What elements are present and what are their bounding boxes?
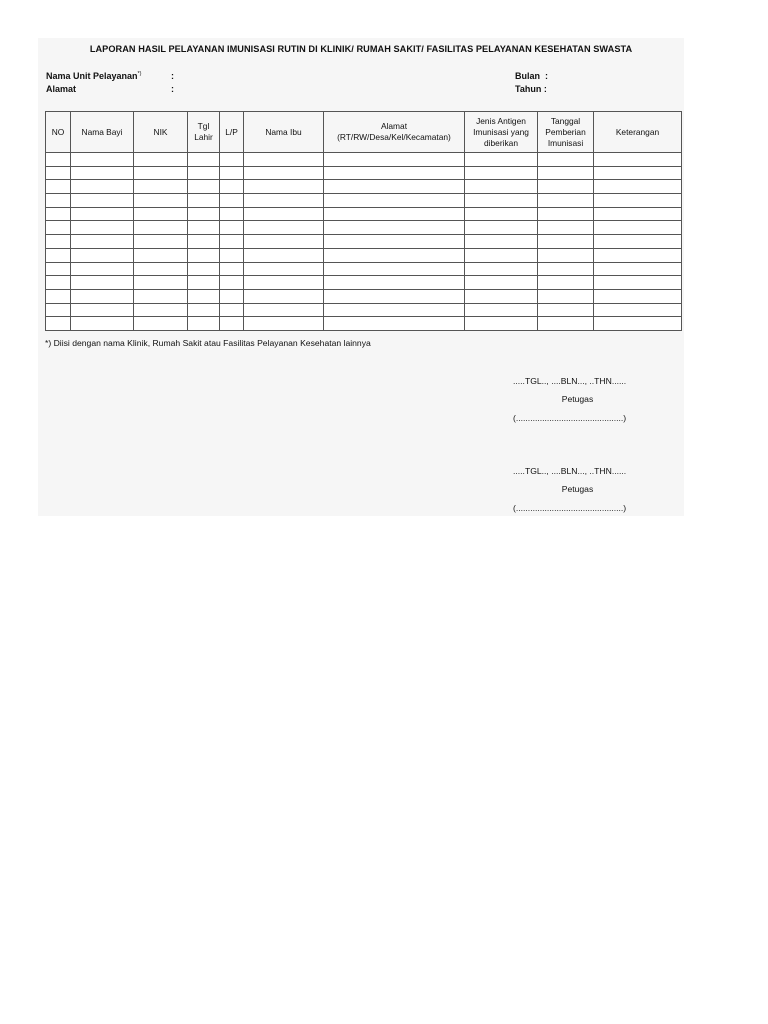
table-cell (188, 207, 220, 221)
table-cell (538, 317, 594, 331)
table-cell (134, 262, 188, 276)
table-cell (465, 289, 538, 303)
table-cell (324, 207, 465, 221)
table-cell (71, 166, 134, 180)
table-cell (244, 303, 324, 317)
table-cell (71, 289, 134, 303)
table-cell (220, 303, 244, 317)
table-cell (594, 207, 682, 221)
table-cell (538, 166, 594, 180)
signature-role: Petugas (561, 484, 594, 494)
table-cell (538, 235, 594, 249)
table-row (46, 166, 682, 180)
table-cell (594, 248, 682, 262)
table-cell (594, 262, 682, 276)
table-cell (134, 207, 188, 221)
form-title: LAPORAN HASIL PELAYANAN IMUNISASI RUTIN DI KLINIK/ RUMAH SAKIT/ FASILITAS PELAYANAN KESEHATAN SWASTA (89, 44, 633, 54)
signature-name-blank: (.............................................) (513, 503, 627, 513)
table-cell (465, 248, 538, 262)
report-table (45, 111, 682, 331)
table-row (46, 317, 682, 331)
table-cell (71, 276, 134, 290)
table-cell (324, 276, 465, 290)
tahun-label: Tahun : (515, 84, 547, 94)
table-cell (134, 166, 188, 180)
table-cell (220, 180, 244, 194)
table-row (46, 289, 682, 303)
table-row (46, 194, 682, 208)
table-cell (538, 153, 594, 167)
table-cell (538, 276, 594, 290)
table-cell (324, 166, 465, 180)
table-cell (188, 194, 220, 208)
table-cell (188, 262, 220, 276)
table-cell (538, 180, 594, 194)
table-cell (134, 153, 188, 167)
table-cell (244, 289, 324, 303)
table-cell (134, 248, 188, 262)
table-cell (134, 235, 188, 249)
unit-colon: : (171, 71, 174, 81)
table-cell (324, 317, 465, 331)
footnote: *) Diisi dengan nama Klinik, Rumah Sakit atau Fasilitas Pelayanan Kesehatan lainnya (45, 338, 371, 348)
table-row (46, 207, 682, 221)
table-cell (188, 248, 220, 262)
table-cell (324, 180, 465, 194)
table-cell (324, 235, 465, 249)
table-cell (244, 207, 324, 221)
table-cell (220, 194, 244, 208)
header-nama-bayi: Nama Bayi (71, 112, 134, 153)
table-cell (46, 153, 71, 167)
header-nik: NIK (134, 112, 188, 153)
table-cell (188, 303, 220, 317)
unit-field (46, 71, 142, 81)
table-cell (188, 180, 220, 194)
table-row (46, 262, 682, 276)
table-row (46, 180, 682, 194)
table-cell (134, 303, 188, 317)
table-cell (46, 207, 71, 221)
header-tanggal-line1: Tanggal (550, 115, 581, 126)
table-cell (324, 303, 465, 317)
table-cell (134, 289, 188, 303)
table-body (46, 153, 682, 331)
signature-role: Petugas (561, 394, 594, 404)
table-cell (220, 235, 244, 249)
table-cell (71, 262, 134, 276)
table-cell (465, 166, 538, 180)
table-cell (594, 166, 682, 180)
table-cell (244, 276, 324, 290)
table-row (46, 235, 682, 249)
table-cell (134, 180, 188, 194)
table-cell (188, 289, 220, 303)
table-cell (220, 221, 244, 235)
table-cell (188, 166, 220, 180)
table-cell (220, 166, 244, 180)
signature-date: .....TGL.., ....BLN..., ..THN...... (513, 466, 627, 476)
table-cell (538, 207, 594, 221)
header-lp: L/P (220, 112, 244, 153)
table-cell (71, 248, 134, 262)
header-keterangan: Keterangan (594, 112, 682, 153)
table-cell (244, 166, 324, 180)
table-cell (71, 207, 134, 221)
table-cell (46, 166, 71, 180)
table-cell (324, 221, 465, 235)
table-row (46, 248, 682, 262)
table-cell (324, 262, 465, 276)
table-cell (46, 303, 71, 317)
header-tanggal-line2: Pemberian (545, 126, 586, 137)
table-cell (71, 317, 134, 331)
table-cell (538, 221, 594, 235)
header-tgl-lahir-line2: Lahir (194, 132, 213, 142)
table-cell (594, 180, 682, 194)
table-cell (220, 248, 244, 262)
header-tanggal-pemberian (538, 112, 594, 153)
table-cell (538, 262, 594, 276)
table-cell (538, 194, 594, 208)
table-cell (594, 221, 682, 235)
table-cell (244, 317, 324, 331)
header-antigen-line3: diberikan (484, 137, 518, 148)
header-alamat-line1: Alamat (380, 121, 408, 131)
table-header-row (46, 112, 682, 153)
alamat-colon: : (171, 84, 174, 94)
table-cell (220, 207, 244, 221)
table-cell (188, 317, 220, 331)
table-cell (71, 153, 134, 167)
header-jenis-antigen (465, 112, 538, 153)
table-cell (46, 248, 71, 262)
table-row (46, 221, 682, 235)
unit-label: Nama Unit Pelayanan (46, 71, 138, 81)
table-cell (134, 317, 188, 331)
table-cell (465, 221, 538, 235)
table-cell (134, 276, 188, 290)
table-cell (594, 276, 682, 290)
table-cell (594, 289, 682, 303)
header-nama-ibu: Nama Ibu (244, 112, 324, 153)
table-row (46, 276, 682, 290)
table-cell (538, 303, 594, 317)
table-cell (465, 207, 538, 221)
table-cell (134, 194, 188, 208)
header-no: NO (46, 112, 71, 153)
table-cell (220, 276, 244, 290)
header-tgl-lahir-line1: Tgl (197, 121, 210, 131)
table-cell (244, 194, 324, 208)
table-cell (465, 303, 538, 317)
table-cell (244, 180, 324, 194)
table-cell (465, 235, 538, 249)
table-cell (220, 153, 244, 167)
signature-name-blank: (.............................................) (513, 413, 627, 423)
table-cell (220, 289, 244, 303)
header-antigen-line1: Jenis Antigen (476, 115, 526, 126)
table-cell (244, 248, 324, 262)
table-cell (188, 235, 220, 249)
table-cell (465, 317, 538, 331)
header-tgl-lahir (188, 112, 220, 153)
table-cell (188, 276, 220, 290)
table-cell (594, 235, 682, 249)
table-cell (594, 153, 682, 167)
table-cell (594, 194, 682, 208)
table-cell (46, 276, 71, 290)
table-cell (594, 317, 682, 331)
table-cell (134, 221, 188, 235)
table-cell (71, 303, 134, 317)
table-cell (244, 221, 324, 235)
header-tanggal-line3: Imunisasi (547, 137, 584, 148)
header-alamat (324, 112, 465, 153)
table-cell (465, 276, 538, 290)
table-cell (324, 194, 465, 208)
table-cell (220, 262, 244, 276)
table-cell (594, 303, 682, 317)
table-cell (324, 153, 465, 167)
table-cell (71, 194, 134, 208)
header-antigen-line2: Imunisasi yang (473, 126, 529, 137)
table-cell (71, 180, 134, 194)
table-cell (188, 153, 220, 167)
table-cell (46, 289, 71, 303)
table-row (46, 303, 682, 317)
table-cell (324, 289, 465, 303)
bulan-label: Bulan : (515, 71, 548, 81)
table-cell (188, 221, 220, 235)
table-cell (46, 317, 71, 331)
table-row (46, 153, 682, 167)
table-cell (244, 235, 324, 249)
table-cell (465, 180, 538, 194)
signature-date: .....TGL.., ....BLN..., ..THN...... (513, 376, 627, 386)
unit-footnote-mark: *) (137, 71, 142, 77)
table-cell (220, 317, 244, 331)
alamat-label: Alamat (46, 84, 77, 94)
table-cell (465, 194, 538, 208)
table-cell (244, 153, 324, 167)
table-cell (538, 289, 594, 303)
table-cell (465, 262, 538, 276)
table-cell (46, 194, 71, 208)
table-cell (324, 248, 465, 262)
table-cell (538, 248, 594, 262)
table-cell (46, 180, 71, 194)
table-cell (71, 221, 134, 235)
table-cell (46, 262, 71, 276)
table-cell (46, 235, 71, 249)
table-cell (465, 153, 538, 167)
table-cell (46, 221, 71, 235)
table-cell (244, 262, 324, 276)
table-cell (71, 235, 134, 249)
header-alamat-line2: (RT/RW/Desa/Kel/Kecamatan) (337, 132, 451, 142)
